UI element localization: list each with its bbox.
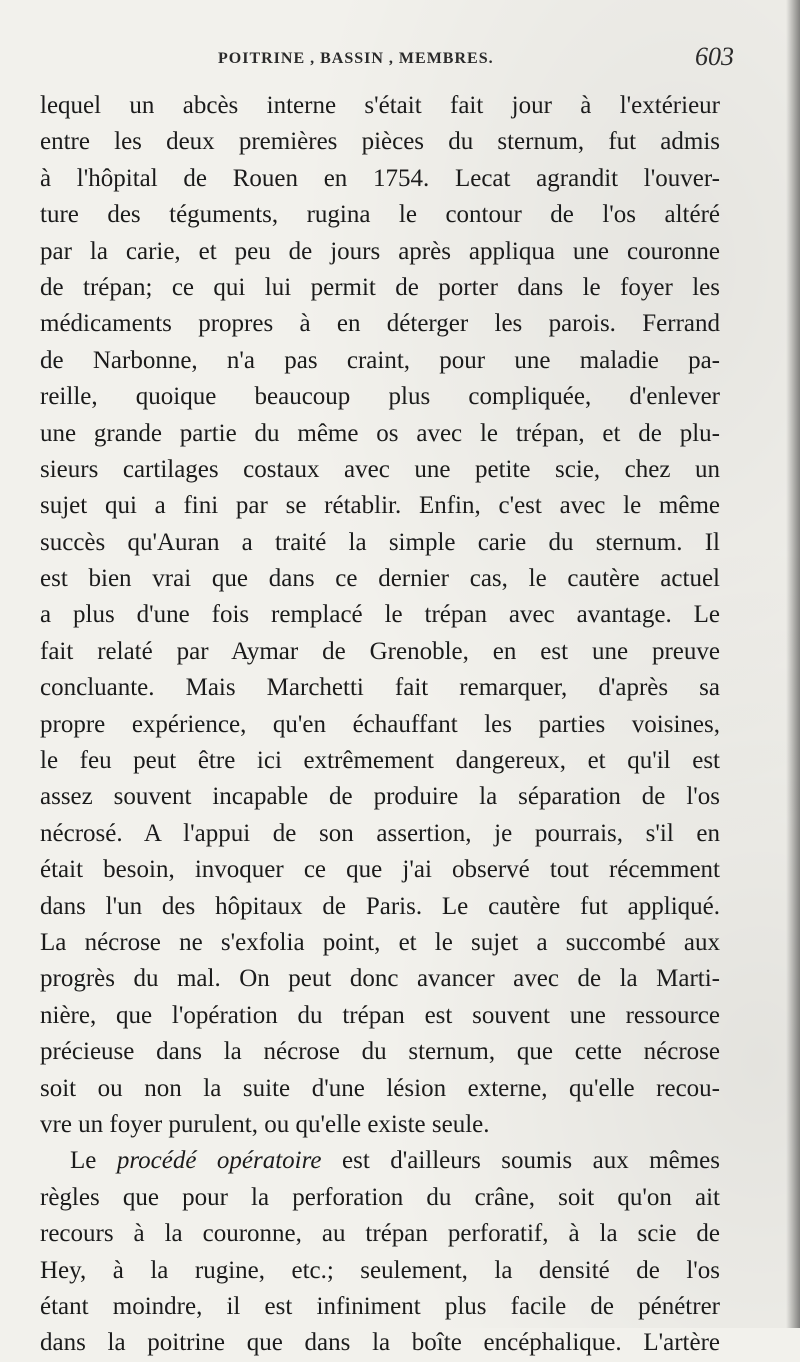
paragraph-2	[40, 1143, 720, 1361]
text-line: étant moindre, il est infiniment plus facile de pénétrer	[40, 1292, 720, 1320]
text-line: assez souvent incapable de produire la séparation de l'os	[40, 783, 720, 811]
text-line: vre un foyer purulent, ou qu'elle existe seule.	[40, 1110, 490, 1138]
text-line: de trépan; ce qui lui permit de porter dans le foyer les	[40, 273, 720, 301]
text-line: ture des téguments, rugina le contour de l'os altéré	[40, 201, 720, 229]
italic-term: procédé opératoire	[116, 1147, 322, 1175]
text-line: La nécrose ne s'exfolia point, et le sujet a succombé aux	[40, 928, 720, 956]
text-line: était besoin, invoquer ce que j'ai observé tout récemment	[40, 856, 720, 884]
text-line: sieurs cartilages costaux avec une petite scie, chez un	[40, 455, 720, 483]
text-line: le feu peut être ici extrêmement dangereux, et qu'il est	[40, 747, 720, 775]
text-fragment: Le	[70, 1147, 117, 1175]
page-header	[40, 42, 734, 80]
text-line: nière, que l'opération du trépan est souvent une ressource	[40, 1001, 720, 1029]
text-line: est bien vrai que dans ce dernier cas, le cautère actuel	[40, 565, 720, 593]
text-line: a plus d'une fois remplacé le trépan avec avantage. Le	[40, 601, 720, 629]
text-line: une grande partie du même os avec le trépan, et de plu-	[40, 419, 720, 447]
text-line: lequel un abcès interne s'était fait jour à l'extérieur	[40, 92, 720, 119]
text-line: nécrosé. A l'appui de son assertion, je pourrais, s'il en	[40, 819, 720, 847]
page-number: 603	[695, 42, 734, 71]
text-line: règles que pour la perforation du crâne, soit qu'on ait	[40, 1183, 720, 1211]
text-line: médicaments propres à en déterger les parois. Ferrand	[40, 310, 720, 338]
text-line: dans la poitrine que dans la boîte encéphalique. L'artère	[40, 1329, 720, 1357]
body-text	[40, 88, 720, 1362]
running-head: POITRINE , BASSIN , MEMBRES.	[218, 50, 494, 67]
text-line: recours à la couronne, au trépan perforatif, à la scie de	[40, 1220, 720, 1248]
text-line: propre expérience, qu'en échauffant les parties voisines,	[40, 710, 720, 738]
text-fragment: est d'ailleurs soumis aux mêmes	[321, 1147, 720, 1175]
text-line: sujet qui a fini par se rétablir. Enfin, c'est avec le même	[40, 492, 720, 520]
text-line: à l'hôpital de Rouen en 1754. Lecat agrandit l'ouver-	[40, 164, 720, 192]
text-line: concluante. Mais Marchetti fait remarquer, d'après sa	[40, 674, 720, 702]
text-line: succès qu'Auran a traité la simple carie du sternum. Il	[40, 528, 720, 556]
text-line: entre les deux premières pièces du sternum, fut admis	[40, 128, 720, 156]
text-line	[40, 1143, 720, 1179]
text-line: soit ou non la suite d'une lésion externe, qu'elle recou-	[40, 1074, 720, 1102]
page-edge-shadow	[786, 0, 800, 1328]
text-line: dans l'un des hôpitaux de Paris. Le cautère fut appliqué.	[40, 892, 720, 920]
text-line: progrès du mal. On peut donc avancer avec de la Marti-	[40, 965, 720, 993]
text-line: précieuse dans la nécrose du sternum, que cette nécrose	[40, 1038, 720, 1066]
text-line: Hey, à la rugine, etc.; seulement, la densité de l'os	[40, 1256, 720, 1284]
text-line: de Narbonne, n'a pas craint, pour une maladie pa-	[40, 346, 720, 374]
text-line: reille, quoique beaucoup plus compliquée, d'enlever	[40, 383, 720, 411]
text-line: par la carie, et peu de jours après appliqua une couronne	[40, 237, 720, 265]
paragraph-1	[40, 88, 720, 1143]
text-line: fait relaté par Aymar de Grenoble, en est une preuve	[40, 637, 720, 665]
